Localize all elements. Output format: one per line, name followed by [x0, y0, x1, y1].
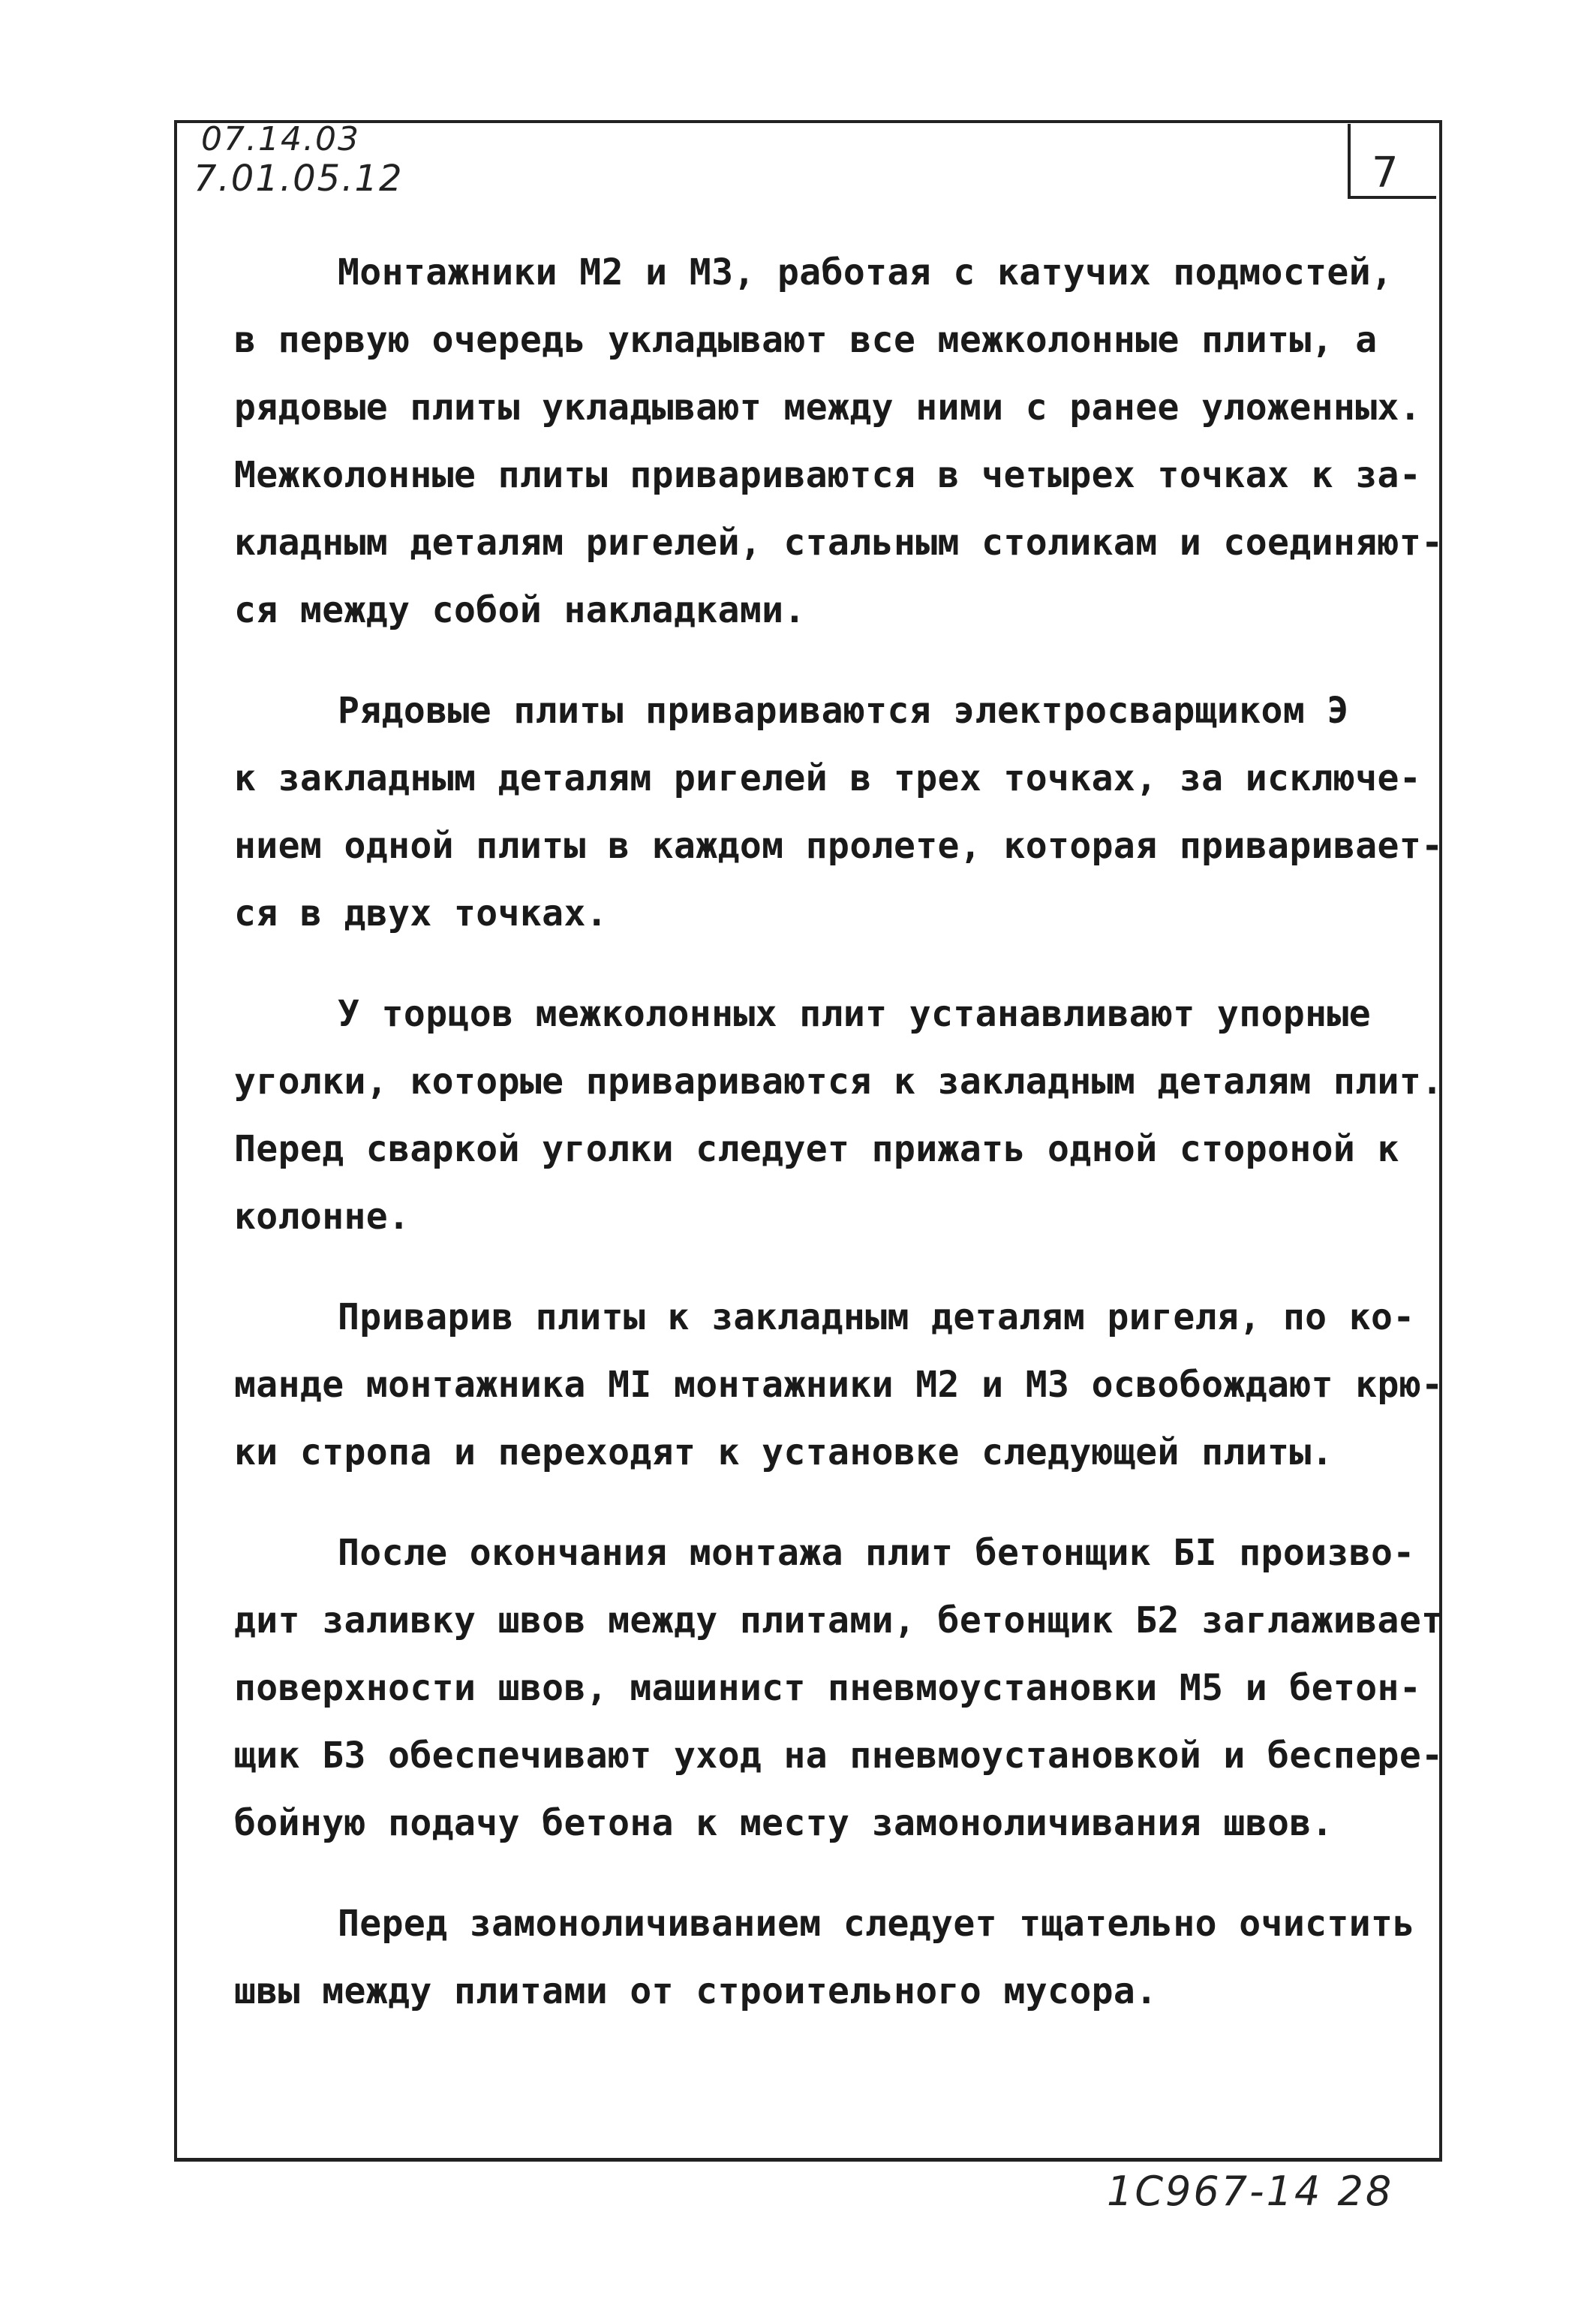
text-line: поверхности швов, машинист пневмоустановки М5 и бетон- — [234, 1667, 1422, 1709]
text-line: колонне. — [234, 1196, 410, 1238]
paragraph — [234, 1890, 1415, 2025]
text-line: нием одной плиты в каждом пролете, которая приваривает- — [234, 825, 1444, 867]
text-line: Межколонные плиты привариваются в четырех точках к за- — [234, 454, 1422, 496]
text-line: После окончания монтажа плит бетонщик БI произво- — [338, 1532, 1415, 1574]
text-line: ки стропа и переходят к установке следующей плиты. — [234, 1431, 1333, 1473]
paragraph-gap — [234, 1857, 1405, 1890]
page-number: 7 — [1372, 149, 1399, 197]
text-line: в первую очередь укладывают все межколонные плиты, а — [234, 319, 1378, 361]
text-line: бойную подачу бетона к месту замоноличивания швов. — [234, 1802, 1333, 1844]
text-line: Приварив плиты к закладным деталям ригеля, по ко- — [338, 1296, 1415, 1338]
paragraph-gap — [234, 947, 1405, 980]
paragraph-gap — [234, 644, 1405, 677]
text-line: У торцов межколонных плит устанавливают упорные — [338, 993, 1372, 1035]
text-line: манде монтажника МI монтажники М2 и М3 освобождают крю- — [234, 1364, 1444, 1406]
paragraph — [234, 1283, 1444, 1486]
body-text — [234, 239, 1444, 2025]
text-line: уголки, которые привариваются к закладным деталям плит. — [234, 1061, 1444, 1103]
paragraph-gap — [234, 1486, 1405, 1519]
text-line: рядовые плиты укладывают между ними с ранее уложенных. — [234, 387, 1422, 429]
text-line: швы между плитами от строительного мусора. — [234, 1970, 1158, 2012]
text-line: Монтажники М2 и М3, работая с катучих подмостей, — [338, 251, 1393, 293]
text-line: щик Б3 обеспечивают уход на пневмоустановкой и беспере- — [234, 1735, 1444, 1777]
text-line: ся между собой накладками. — [234, 589, 806, 631]
text-line: дит заливку швов между плитами, бетонщик Б2 заглаживает — [234, 1599, 1444, 1641]
text-line: Рядовые плиты привариваются электросварщиком Э — [338, 690, 1349, 732]
document-code-line-2: 7.01.05.12 — [194, 158, 404, 200]
text-line: ся в двух точках. — [234, 892, 609, 934]
text-line: кладным деталям ригелей, стальным столикам и соединяют- — [234, 522, 1444, 564]
document-code-line-1: 07.14.03 — [201, 120, 360, 158]
text-line: Перед замоноличиванием следует тщательно очистить — [338, 1903, 1415, 1945]
paragraph — [234, 677, 1444, 947]
text-line: к закладным деталям ригелей в трех точках, за исключе- — [234, 757, 1422, 799]
paragraph — [234, 980, 1444, 1250]
paragraph — [234, 1519, 1444, 1857]
text-line: Перед сваркой уголки следует прижать одной стороной к — [234, 1128, 1399, 1170]
paragraph-gap — [234, 1250, 1405, 1283]
paragraph — [234, 239, 1444, 644]
footer-document-code: 1C967-14 28 — [1107, 2168, 1394, 2215]
